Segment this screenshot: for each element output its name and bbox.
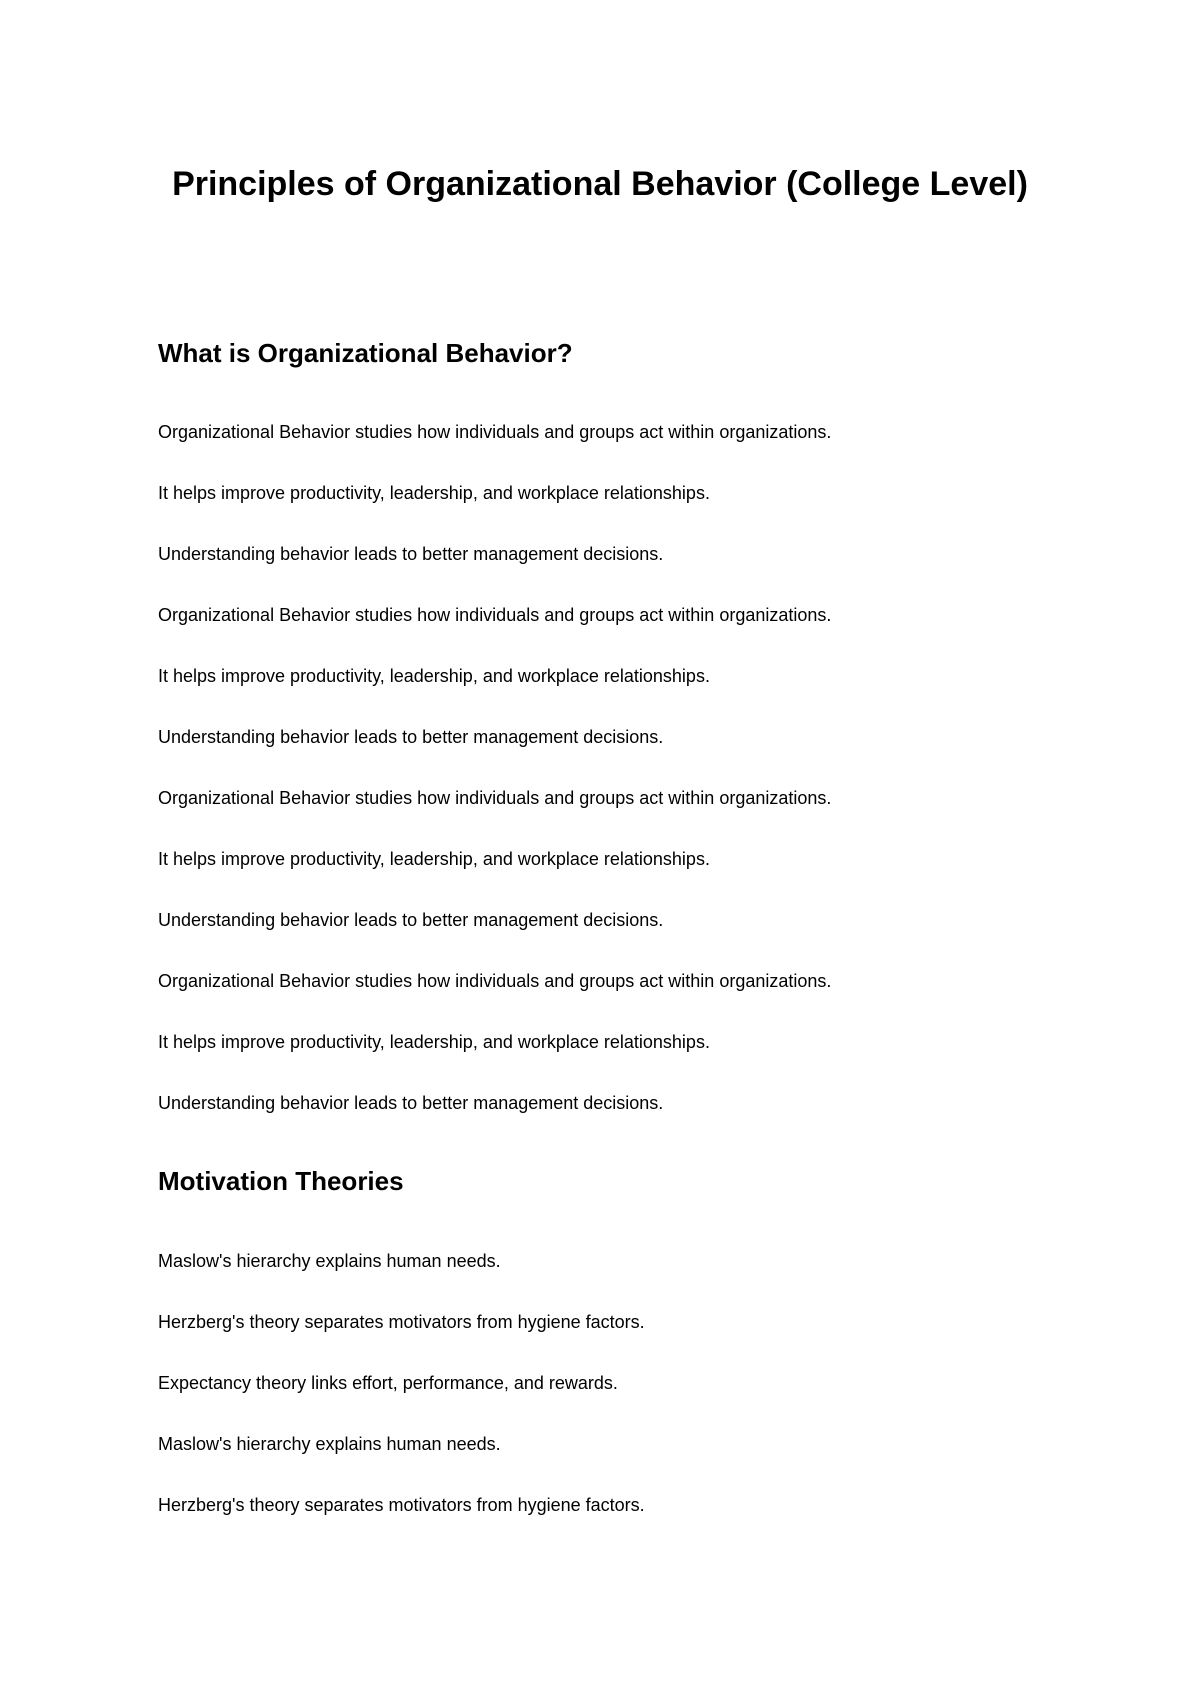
paragraph: It helps improve productivity, leadership, and workplace relationships. (158, 849, 710, 869)
paragraph: Understanding behavior leads to better management decisions. (158, 1093, 664, 1113)
paragraph: Understanding behavior leads to better management decisions. (158, 544, 664, 564)
paragraph: Expectancy theory links effort, performance, and rewards. (158, 1373, 618, 1393)
paragraph: Organizational Behavior studies how individuals and groups act within organizations. (158, 422, 832, 442)
paragraph: Understanding behavior leads to better management decisions. (158, 910, 664, 930)
paragraph: It helps improve productivity, leadership, and workplace relationships. (158, 483, 710, 503)
section-heading-motivation-theories: Motivation Theories (158, 1166, 404, 1196)
paragraph: It helps improve productivity, leadership, and workplace relationships. (158, 666, 710, 686)
paragraph: It helps improve productivity, leadership, and workplace relationships. (158, 1032, 710, 1052)
paragraph: Herzberg's theory separates motivators from hygiene factors. (158, 1312, 645, 1332)
paragraph: Organizational Behavior studies how individuals and groups act within organizations. (158, 971, 832, 991)
paragraph: Understanding behavior leads to better management decisions. (158, 727, 664, 747)
paragraph: Maslow's hierarchy explains human needs. (158, 1251, 501, 1271)
paragraph: Maslow's hierarchy explains human needs. (158, 1434, 501, 1454)
paragraph: Organizational Behavior studies how individuals and groups act within organizations. (158, 788, 832, 808)
document-title: Principles of Organizational Behavior (College Level) (172, 165, 1028, 203)
paragraph: Herzberg's theory separates motivators from hygiene factors. (158, 1495, 645, 1515)
paragraph: Organizational Behavior studies how individuals and groups act within organizations. (158, 605, 832, 625)
section-heading-what-is-ob: What is Organizational Behavior? (158, 338, 573, 368)
